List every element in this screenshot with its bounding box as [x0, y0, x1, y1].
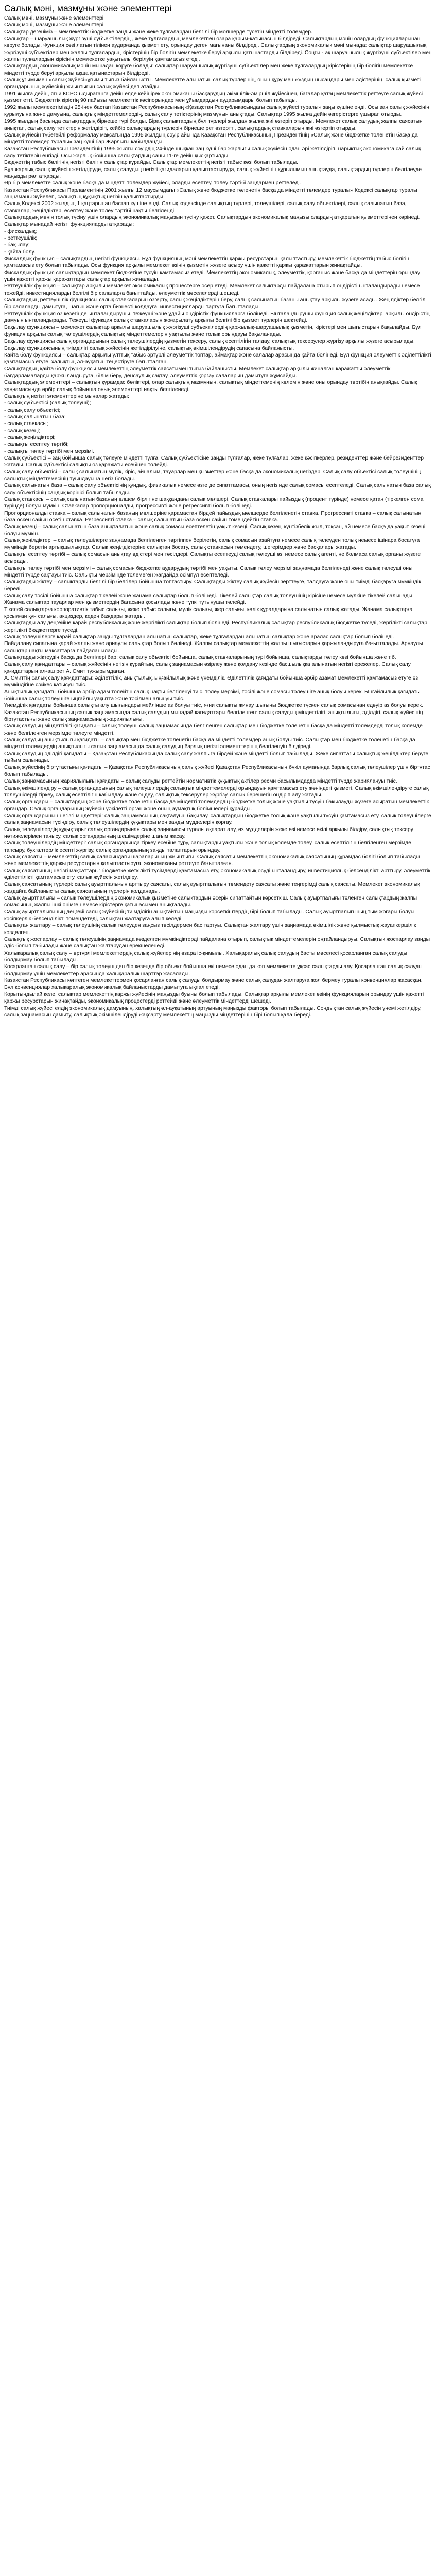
body-paragraph: Салық жүйесінің біртұтастығы қағидаты – Қазақстан Республикасының салық жүйесі Қазақстан Республикасының бүкіл аумағында барлық салық төлеушілер үшін біртұтас болып табылады. [4, 765, 430, 777]
body-paragraph: - салық жеңілдіктері; [4, 434, 56, 440]
body-paragraph: Әр бір мемлекетте салық және басқа да міндетті төлемдер жүйесі, оларды есептеу, төлеу тәртібі заңдармен реттеледі. [4, 180, 301, 187]
body-paragraph: - фискалдық; [4, 228, 37, 234]
body-paragraph: Қосарланған салық салу – бір салық төлеушіден бір кезеңде бір объект бойынша екі немесе одан да көп мемлекетте ұқсас салықтарды алу. Қосарланған салық салуды болдырмау үшін мемлекеттер арасында халықаралық шарттар жасалады. [4, 964, 423, 977]
body-paragraph: Салық Кодексі 2002 жылдың 1 қаңтарынан бастап күшіне енді. Салық кодексінде салықтың түрлері, төлеушілері, салық салу объектілері, салық салынатын база, ставкалар, жеңілдіктер, есептеу және төлеу тәртібі нақты белгіленді. [4, 201, 407, 214]
body-paragraph: Салық салу қағидаттары – салық жүйесінің негізін құрайтын, салық заңнамасын әзірлеу және қолдану кезінде басшылыққа алынатын негізгі ережелер. Салық салу қағидаттарын алғаш рет А. Смит тұжырымдаған. [4, 662, 411, 674]
body-paragraph: Реттеушілік функция өз кезегінде ынталандырушы, тежеуші және ұдайы өндірістік функцияларға бөлінеді. Ынталандырушы функция салық жеңілдіктері арқылы өндірістің дамуын ынталандырады. Тежеуші функция салық ставкаларын жоғарылату арқылы белгілі бір қызмет түрлерін шектейді. [4, 311, 430, 324]
body-paragraph: - қайта бөлу. [4, 249, 36, 255]
body-paragraph: Салық мәні, мазмұны және элементтері [4, 22, 104, 28]
body-paragraph: Халықаралық салық салу – әртүрлі мемлекеттердің салық жүйелерінің өзара іс-қимылы. Халықаралық салық салудың басты мәселесі қосарланған салық салуды болдырмау болып табылады. [4, 950, 407, 963]
body-paragraph: Қазақстан Республикасы көптеген мемлекеттермен қосарланған салық салуды болдырмау және салық салудан жалтаруға жол бермеу туралы конвенциялар жасасқан. Бұл конвенциялар халықаралық экономикалық байланыстарды дамытуға ықпал етеді. [4, 978, 423, 991]
body-paragraph: Салықтарды жіктеу – салықтарды белгілі бір белгілер бойынша топтастыру. Салықтарды жіктеу салық жүйесін зерттеуге, талдауға және оны тиімді басқаруға мүмкіндік береді. [4, 579, 421, 592]
body-paragraph: Салық субъектісі – заң бойынша салық төлеуге міндетті тұлға. Салық субъектісіне заңды тұлғалар, жеке тұлғалар, жеке кәсіпкерлер, резиденттер және бейрезиденттер жатады. Салық субъектісі салықты өз қаражаты есебінен төлейді. [4, 455, 424, 468]
body-paragraph: Салық саясаты – мемлекеттің салық саласындағы шараларының жиынтығы. Салық саясаты мемлекеттің экономикалық саясатының құрамдас бөлігі болып табылады және мемлекеттің қаржы ресурстарын қалыптастыруға, экономиканы реттеуге бағытталған. [4, 854, 420, 867]
body-paragraph: Салықтан жалтару – салық төлеушінің салық төлеуден заңсыз тәсілдермен бас тартуы. Салықтан жалтару үшін заңнамада әкімшілік және қылмыстық жауапкершілік көзделген. [4, 923, 416, 936]
body-paragraph: Салық салудың міндеттілігі қағидаты – салық төлеуші салық заңнамасында белгіленген салықтар мен бюджетке төленетін басқа да міндетті төлемдерді толық көлемде және белгіленген мерзімде төлеуге міндетті. [4, 723, 423, 736]
body-paragraph: Салық ұғымымен «салық жүйесі»ұғымы тығыз байланысты. Мемлекетте алынатын салық түрлерінің, оның құру мен жүздың нысандары мен әдістерінің, салық қызметі органдарының жүйесінің жиынтығын салық жүйесі деп атайды. [4, 77, 421, 90]
body-paragraph: Қайта бөлу функциясы – салықтар арқылы ұлттық табыс әртүрлі әлеуметтік топтар, аймақтар және салалар арасында қайта бөлінеді. Бұл функция әлеуметтік әділеттілікті қамтамасыз етуге, халықтың әл-ауқатын теңестіруге бағытталған. [4, 352, 431, 365]
body-paragraph: Фискалдық функция салықтардың мемлекет бюджетіне түсуін қамтамасыз етеді. Мемлекеттің экономикалық, әлеуметтік, қорғаныс және басқа да міндеттерін орындау үшін қажетті қаржы қаражаттары салықтар арқылы жиналады. [4, 269, 421, 283]
body-paragraph: Қазақстан Республикасының салық заңнамасында салық салудың мынадай қағидаттары белгіленген: салық салудың міндеттілігі, анықтылығы, әділдігі, салық жүйесінің біртұтастығы және салық заңнамасының жариялылығы. [4, 709, 423, 723]
body-paragraph: Салықтардың реттеушілік функциясы салық ставкаларын өзгерту, салық жеңілдіктерін беру, салық салынатын базаны анықтау арқылы жүзеге асады. Жеңілдіктер белгілі бір салаларды дамытуға, шағын және орта бизнесті қолдауға, инвестицияларды тартуға бағытталады. [4, 297, 427, 310]
body-paragraph: - салық кезеңі; [4, 428, 40, 434]
body-paragraph: - реттеушілік; [4, 235, 38, 241]
body-paragraph: Салықтарды алу деңгейіне қарай республикалық және жергілікті салықтар болып бөлінеді. Республикалық салықтар республикалық бюджетке түседі, жергілікті салықтар жергілікті бюджеттерге түседі. [4, 620, 427, 633]
body-paragraph: Салық заңнамасының жариялылығы қағидаты – салық салуды реттейтін нормативтік құқықтық актілер ресми басылымдарда міндетті түрде жариялануы тиіс. [4, 778, 397, 785]
body-paragraph: Фискалдық функция – салықтардың негізгі функциясы. Бұл функцияның мәні мемлекеттің қаржы ресурстарын қалыптастыру, мемлекеттік бюджеттің табыс бөлігін қамтамасыз ету болып табылады. Осы функция арқылы мемлекет өзінің қызметін жүзеге асыру үшін қажетті қаржы қаражаттарын жинақтайды. [4, 256, 409, 269]
body-paragraph: - бақылау; [4, 242, 30, 248]
body-paragraph: Пайдалану сипатына қарай жалпы және арнаулы салықтар болып бөлінеді. Жалпы салықтар мемлекеттің жалпы шығыстарын қаржыландыруға бағытталады. Арнаулы салықтар нақты мақсаттарға пайдаланылады. [4, 641, 423, 654]
body-paragraph: Салық жүйесін түбегейлі реформалау мақсатында 1995 жылдың сәуір айында Қазақстан Республикасының Президентінің «Салық және бюджетке төленетін басқа да міндетті төлемдер туралы» заң күші бар Жарлығы қабылданды. [4, 132, 418, 145]
body-paragraph: Бұл жарлық салық жүйесін жетілдіруде, салық салудың негізгі қағидаларын қалыптастыруда, салық жүйесінің құрылымын анықтауда, салықтардың түрлерін белгілеуде маңызды рөл атқарды. [4, 166, 422, 179]
body-paragraph: Қазақстан Республикасы Парламентінің 2001 жылғы 12 маусымдағы «Салық және бюджетке төленетін басқа да міндетті төлемдер туралы» Кодексі салықтар туралы заңнаманы жүйелеп, салықтың құқықтық негізін қалыптастырды. [4, 187, 417, 200]
body-paragraph: Тікелей салықтарға корпоративтік табыс салығы, жеке табыс салығы, мүлік салығы, жер салығы, көлік құралдарына салынатын салық жатады. Жанама салықтарға қосылған құн салығы, акциздер, кеден баждары жатады. [4, 606, 413, 619]
body-paragraph: 1991 жылға дейін, яғни КСРО ыдырағанға дейін елде кейінірек экономиканы басқарудың әкімшілік-әміршіл жүйесінен, бағалар қатаң мемлекеттік реттеуге салық жүйесі қызмет етті. Бюджеттік кірістің 90 пайызы мемлекеттік кәсіпорындар мен ұйымдардың аударымдары болып табылды. [4, 91, 423, 104]
body-paragraph: Бақылау функциясы – мемлекет салықтар арқылы шаруашылық жүргізуші субъектілердің қаржылық-шаруашылық қызметін, кірістері мен шығыстарын бақылайды. Бұл функция арқылы салық төлеушілердің салықтық міндеттемелерін уақтылы және толық орындауы бақыланады. [4, 325, 422, 337]
body-paragraph: Салық саясатының түрлері: салық ауыртпалығын арттыру саясаты, салық ауыртпалығын төмендету саясаты және теңгерімді салық саясаты. Мемлекет экономикалық жағдайға байланысты салық саясатының түрлерін қолданады. [4, 882, 420, 894]
body-paragraph: - салық салынатын база; [4, 414, 66, 420]
body-paragraph: Салық салу объектісі – салық салынатын мүлік, кіріс, айналым, тауарлар мен қызметтер және басқа да экономикалық негіздер. Салық салу объектісі салық төлеушінің салықтық міндеттемесінің туындауына негіз болады. [4, 469, 421, 482]
body-paragraph: Бюджеттің табыс бөлігінің негізгі бөлігін салықтар құрайды. Салықтар мемлекеттің негізгі табыс көзі болып табылады. [4, 160, 299, 166]
body-paragraph: Қорытындылай келе, салықтар мемлекеттің қаржы жүйесінің маңызды буыны болып табылады. Салықтар арқылы мемлекет өзінің функцияларын орындау үшін қажетті қаржы ресурстарын жинақтайды, экономикалық процестерді реттейді және әлеуметтік міндеттерді шешеді. [4, 991, 424, 1005]
body-paragraph: Салық салудың әділдігі қағидаты – Қазақстан Республикасында салық салу жалпыға бірдей және міндетті болып табылады. Жеке сипаттағы салықтық жеңілдіктер беруге тыйым салынады. [4, 751, 429, 764]
body-paragraph: Салық төлеушілердің құқықтары: салық органдарынан салық заңнамасы туралы ақпарат алу, өз мүдделерін жеке өзі немесе өкілі арқылы білдіру, салықтық тексеру нәтижелерімен танысу, салық органдарының шешімдеріне шағым жасау. [4, 826, 413, 839]
body-paragraph: Салық саясатының негізгі мақсаттары: бюджетке жеткілікті түсімдерді қамтамасыз ету, экономикалық өсуді ынталандыру, инвестициялық белсенділікті арттыру, әлеуметтік әділеттілікті қамтамасыз ету, салық жүйесін жетілдіру. [4, 868, 430, 880]
body-paragraph: Салықтық жоспарлау – салық төлеушінің заңнамада көзделген мүмкіндіктерді пайдалана отырып, салықтық міндеттемелерін оңтайландыруы. Салықтық жоспарлау заңды әдіс болып табылады және салықтан жалтарудан ерекшеленеді. [4, 937, 430, 950]
body-paragraph: Салықтарды жіктеудің басқа да белгілері бар: салық салу объектісі бойынша, салық ставкаларының түрі бойынша, салықтарды төлеу көзі бойынша және т.б. [4, 654, 396, 660]
body-paragraph: Пропорционалды ставка – салық салынатын базаның мөлшеріне қарамастан бірдей пайыздық мөлшерде белгіленетін ставка. Прогрессивті ставка – салық салынатын база өскен сайын өсетін ставка. Регрессивті ставка – салық салынатын база өскен сайын төмендейтін ставка. [4, 510, 422, 523]
document-body [4, 15, 432, 1019]
body-paragraph: А. Смиттің салық салу қағидаттары: әділеттілік, анықтылық, ыңғайлылық және үнемділік. Әділеттілік қағидаты бойынша әрбір азамат мемлекетті қамтамасыз етуге өз мүмкіндігіне сәйкес қатысуы тиіс. [4, 675, 418, 688]
body-paragraph: Салықтардың экономикалық мәнін мынадан көруге болады: салықтар шаруашылық жүргізуші субъектілер мен жеке тұлғалардың кірістерінің бір бөлігін мемлекетке міндетті түрде беруі арқылы ақша қатынастарын білдіреді. [4, 63, 413, 76]
body-paragraph: - салық ставкасы; [4, 421, 48, 427]
body-paragraph: Реттеушілік функция – салықтар арқылы мемлекет экономикалық процестерге әсер етеді. Мемлекет салықтарды пайдалана отырып өндірісті ынталандырады немесе тежейді, инвестицияларды белгілі бір салаларға бағыттайды, әлеуметтік мәселелерді шешеді. [4, 283, 420, 296]
body-paragraph: Үнемділік қағидаты бойынша салықты алу шығындары мейлінше аз болуы тиіс, яғни салықты жинау шығыны бюджетке түскен салық сомасынан едәуір аз болуы керек. [4, 703, 423, 709]
body-paragraph: 1995 жылдың басында салықтардың бірнеше түрі болды. Бірақ салықтардың бұл түрлері жылдан жылға жиі өзгеріп отырды. Мемлекет салық салудың жалпы саясатын анықтап, салық салу тетіктерін жетілдіріп, кейбір салықтардың түрлерін бірнеше рет өзгертті, салықтардың ставкаларын жиі өзгертіп отырды. [4, 118, 423, 131]
body-paragraph: Анықтылық қағидаты бойынша әрбір адам төлейтін салық нақты белгіленуі тиіс, төлеу мерзімі, тәсілі және сомасы төлеушіге анық болуы керек. Ыңғайлылық қағидаты бойынша салық төлеушіге ыңғайлы уақытта және тәсілмен алынуы тиіс. [4, 689, 421, 702]
body-paragraph: Салық әкімшілендіру – салық органдарының салық төлеушілердің салықтық міндеттемелерді орындауын қамтамасыз ету жөніндегі қызметі. Салық әкімшілендіруге салық төлеушілерді тіркеу, салық есептілігін қабылдау және өңдеу, салықтық тексерулер жүргізу, салық берешегін өндіріп алу жатады. [4, 785, 429, 798]
body-paragraph: Салықтардың мәнін толық түсіну үшін олардың экономикалық маңызын түсіну қажет. Салықтардың экономикалық маңызы олардың атқаратын қызметтерінен көрінеді. [4, 214, 420, 221]
body-paragraph: Салық салудың анықтылығы қағидаты – салықтар мен бюджетке төленетін басқа да міндетті төлемдер анық болуы тиіс. Салықтар мен бюджетке төленетін басқа да міндетті төлемдердің анықтылығы салық заңнамасында салық салудың барлық негізгі элементтерінің белгіленуін білдіреді. [4, 737, 415, 750]
body-paragraph: Қазақстан Республикасы Президентінің 1995 жылғы сәуірдің 24-інде шыққан заң күші бар жарлығы салық жүйесін одан әрі жетілдіріп, нарықтық экономикаға сай салық салу тетіктерін енгізді. Осы жарлық бойынша салықтардың саны 11-ге дейін қысқартылды. [4, 146, 421, 159]
body-paragraph: Салықтар дегеніміз – мемлекеттік бюджетке заңды және жеке тұлғалардан белгілі бір мөлшерде түсетін міндетті төлемдер. [4, 29, 312, 35]
body-paragraph: Салықты есептеу тәртібі – салық сомасын анықтау әдістері мен тәсілдері. Салықты есептеуді салық төлеуші өзі немесе салық агенті, не болмаса салық органы жүзеге асырады. [4, 551, 421, 565]
body-paragraph: Салықтың негізгі элементтеріне мыналар жатады: [4, 393, 129, 399]
body-paragraph: Салық ауыртпалығының деңгейі салық жүйесінің тиімділігін анықтайтын маңызды көрсеткіштердің бірі болып табылады. Салық ауыртпалығының тым жоғары болуы кәсіпкерлік белсенділікті төмендетеді, салықтан жалтаруға алып келеді. [4, 909, 415, 922]
body-paragraph: Салық мәні, мазмұны және элементтері [4, 15, 104, 21]
body-paragraph: - салық субъектісі (салық төлеуші); [4, 400, 91, 406]
body-paragraph: Салық салынатын база – салық салу объектісінің құндық, физикалық немесе өзге де сипаттамасы, оның негізінде салық сомасы есептеледі. Салық салынатын база салық салу объектісінің сандық көрінісі болып табылады. [4, 483, 431, 496]
body-paragraph: Салықтар – шаруашылық жүргізуші субъектілердің , жеке тұлғалардың мемлекетпен өзара қарым-қатынасын білдіреді. Салықтардың мәнін олардың функцияларынан көруге болады. Функция сөзі латын тілінен аударғанда қызмет ету, орындау деген мағынаны білдіреді. Салықтардың экономикалық мәні мынада: салықтар шаруашылық жүргізуші субъектілер мен жалпы тұлғалардың кірістерінің бір бөлігін мемлекетке беруі арқылы қатынастарды білдіреді. Соңғы - ақ шаруашылық жүргізуші субъектілер мен жалпы тұлғалардың кірісінің мемлекетке уақытылы берілуін қамтамасыз етеді. [4, 36, 432, 63]
body-paragraph: Салық салу тәсілі бойынша салықтар тікелей және жанама салықтар болып бөлінеді. Тікелей салықтар салық төлеушінің кірісіне немесе мүлкіне тікелей салынады. Жанама салықтар тауарлар мен қызметтердің бағасына қосылады және түпкі тұтынушы төлейді. [4, 592, 414, 606]
body-paragraph: Салық кезеңі – салық салынатын база анықталатын және салық сомасы есептелетін уақыт кезеңі. Салық кезеңі күнтізбелік жыл, тоқсан, ай немесе басқа да уақыт кезеңі болуы мүмкін. [4, 524, 426, 537]
body-paragraph: Тиімді салық жүйесі елдің экономикалық дамуының, халықтың әл-ауқатының артуының маңызды факторы болып табылады. Сондықтан салық жүйесін үнемі жетілдіру, салық заңнамасын дамыту, салықтық әкімшілендіруді жақсарту мемлекеттің маңызды міндеттерінің бірі болып қала береді. [4, 1005, 422, 1018]
body-paragraph: - салықты есептеу тәртібі; [4, 442, 69, 448]
body-paragraph: Салық органдарының негізгі міндеттері: салық заңнамасының сақталуын бақылау, салықтардың бюджетке толық және уақтылы түсуін қамтамасыз ету, салық төлеушілерге салық заңнамасын түсіндіру, салық төлеушілердің құқықтары мен заңды мүдделерін қорғау. [4, 812, 431, 826]
body-paragraph: Салықтардың қайта бөлу функциясы мемлекеттің әлеуметтік саясатымен тығыз байланысты. Мемлекет салықтар арқылы жиналған қаражатты әлеуметтік бағдарламаларды қаржыландыруға, білім беру, денсаулық сақтау, әлеуметтік қорғау салаларын дамытуға жұмсайды. [4, 366, 391, 379]
body-paragraph: Салықтардың элементтері – салықтың құрамдас бөліктері, олар салықтың мазмұнын, салықтық міндеттеменің көлемін және оны орындау тәртібін анықтайды. Салық заңнамасында әрбір салық бойынша оның элементтері нақты белгіленеді. [4, 380, 417, 393]
body-paragraph: Салық ауыртпалығы – салық төлеушілердің экономикалық қызметіне салықтардың әсерін сипаттайтын көрсеткіш. Салық ауыртпалығы төленген салықтардың жалпы сомасының жалпы ішкі өнімге немесе кірістерге қатынасымен анықталады. [4, 895, 417, 908]
body-paragraph: Салық ставкасы – салық салынатын базаның өлшем бірлігіне шаққандағы салық мөлшері. Салық ставкалары пайыздық (процент түрінде) немесе қатаң (тіркелген сома түрінде) болуы мүмкін. Ставкалар пропорционалды, прогрессивті және регрессивті болып бөлінеді. [4, 497, 424, 510]
body-paragraph: 1992 жылы мемлекетіміздің 25-інен бастап Қазақстан Республикасының «Қазақстан Республикасындағы салық жүйесі туралы» заңы күшіне енді. Осы заң салық жүйесінің құрылуына және дамуына, салықтық міндеттемелердің, салық салу тетіктерінің мазмұнын анықтады. Салықтар 1995 жылға дейін өзгерістерге ұшырап отырды. [4, 105, 429, 117]
body-paragraph: - салық салу объектісі; [4, 407, 61, 413]
body-paragraph: Салық төлеушілерге қарай салықтар заңды тұлғалардан алынатын салықтар, жеке тұлғалардан алынатын салықтар және аралас салықтар болып бөлінеді. [4, 634, 394, 640]
body-paragraph: - салықты төлеу тәртібі мен мерзімі. [4, 448, 94, 454]
body-paragraph: Бақылау функциясы салық органдарының салық төлеушілердің қызметін тексеру, салық есептілігін талдау, салықтық тексерулер жүргізу арқылы жүзеге асырылады. Бақылау функциясының тиімділігі салық жүйесінің жетілдірілуіне, салықтық әкімшілендірудің сапасына байланысты. [4, 338, 415, 351]
body-paragraph: Салық төлеушілердің міндеттері: салық органдарында тіркеу есебіне тұру, салықтарды уақтылы және толық көлемде төлеу, салық есептілігін белгіленген мерзімде тапсыру, бухгалтерлік есепті жүргізу, салық органдарының заңды талаптарын орындау. [4, 840, 411, 853]
body-paragraph: Салықтар мынадай негізгі функцияларды атқарады: [4, 222, 134, 228]
body-paragraph: Салық органдары – салықтардың және бюджетке төленетін басқа да міндетті төлемдердің бюджетке толық және уақтылы түсуін бақылауды жүзеге асыратын мемлекеттік органдар. Салық органдарының жүйесін уәкілетті орган және оның аумақтық бөлімшелері құрайды. [4, 799, 429, 812]
page-title: Салық мәні, мазмұны және элементтері [4, 3, 172, 13]
body-paragraph: Салықты төлеу тәртібі мен мерзімі – салық сомасын бюджетке аударудың тәртібі мен уақыты. Салық төлеу мерзімі заңнамада белгіленеді және салық төлеуші оны міндетті түрде сақтауы тиіс. Салықты мерзімінде төлемеген жағдайда өсімпұл есептеледі. [4, 565, 413, 578]
body-paragraph: Салық жеңілдіктері – салық төлеушілерге заңнамада белгіленген тәртіппен берілетін, салық сомасын азайтуға немесе салық төлеуден толық немесе ішінара босатуға мүмкіндік беретін артықшылықтар. Салық жеңілдіктеріне салықтан босату, салық ставкасын төмендету, шегерімдер және басқалары жатады. [4, 538, 420, 551]
